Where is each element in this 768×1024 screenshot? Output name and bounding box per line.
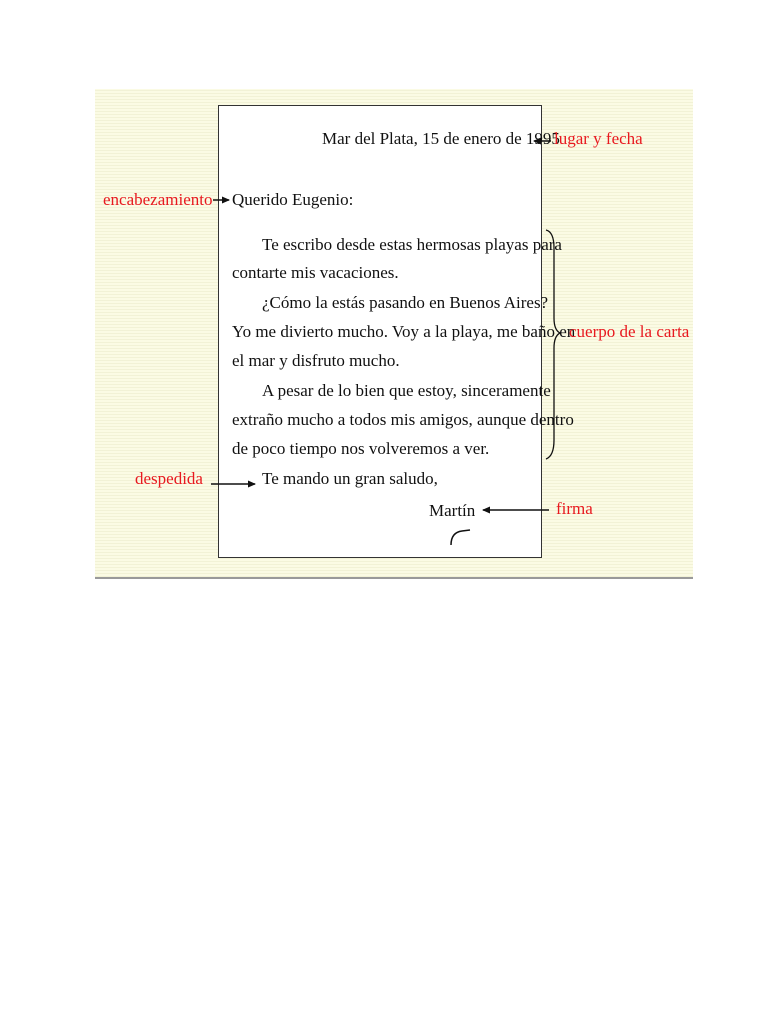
letter-body-line: de poco tiempo nos volveremos a ver. bbox=[232, 439, 490, 458]
letter-body-line: A pesar de lo bien que estoy, sinceramente bbox=[262, 381, 551, 400]
letter-place-date: Mar del Plata, 15 de enero de 1995 bbox=[322, 129, 560, 148]
letter-signature: Martín bbox=[429, 501, 476, 520]
letter-body-line: contarte mis vacaciones. bbox=[232, 263, 399, 282]
label-heading: encabezamiento bbox=[103, 190, 213, 209]
brace-body bbox=[546, 230, 560, 459]
letter-greeting: Querido Eugenio: bbox=[232, 190, 354, 209]
letter-closing: Te mando un gran saludo, bbox=[262, 469, 438, 488]
label-signature: firma bbox=[556, 499, 593, 518]
letter-body-line: el mar y disfruto mucho. bbox=[232, 351, 400, 370]
label-body: cuerpo de la carta bbox=[569, 322, 690, 341]
label-place-date: lugar y fecha bbox=[554, 129, 643, 148]
letter-body-line: Yo me divierto mucho. Voy a la playa, me baño en bbox=[232, 322, 576, 341]
letter-body-line: ¿Cómo la estás pasando en Buenos Aires? bbox=[262, 293, 549, 312]
label-closing: despedida bbox=[135, 469, 203, 488]
signature-flourish bbox=[451, 530, 470, 545]
letter-body-line: extraño mucho a todos mis amigos, aunque dentro bbox=[232, 410, 574, 429]
letter-body-line: Te escribo desde estas hermosas playas para bbox=[262, 235, 562, 254]
